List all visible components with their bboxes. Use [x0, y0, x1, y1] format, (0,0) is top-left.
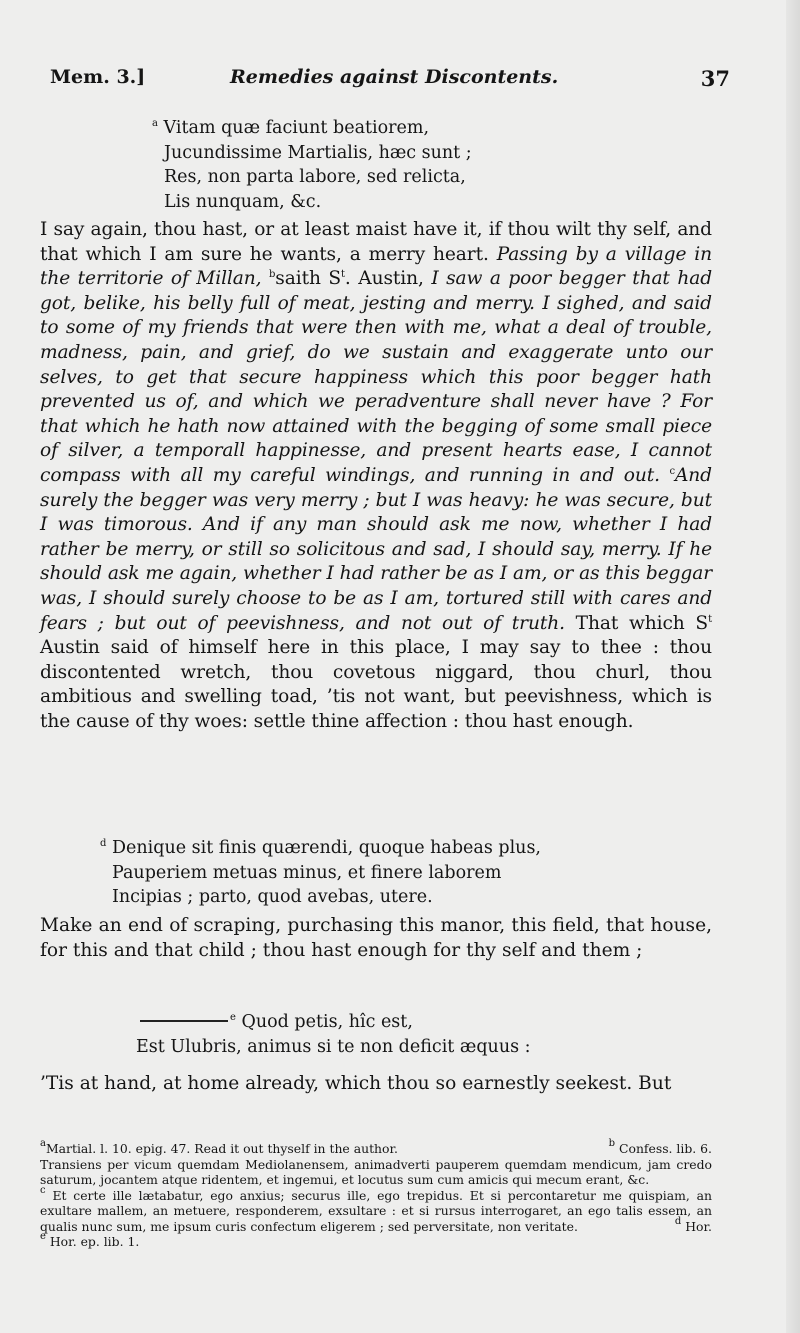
footnote-marker-e: e [230, 1012, 236, 1023]
verse-block-horace [100, 836, 541, 910]
verse-line: $^a$ Vitam quæ faciunt beatiorem, [152, 118, 430, 138]
verse-line: $^d$ Denique sit finis quærendi, quoque habeas plus, [100, 838, 541, 858]
verse-line: Pauperiem metuas minus, et finere laborem [112, 862, 502, 883]
running-header [50, 66, 730, 102]
footnote-marker-b: b [268, 269, 276, 281]
paragraph-text: I say again, thou hast, or at least maist have it, if thou wilt thy self, and that which I am sure he wants, a merry heart. [40, 219, 712, 265]
footnotes [40, 1138, 712, 1250]
verse-line: Incipias ; parto, quod avebas, utere. [112, 887, 433, 907]
footnote-e: $^e$ Hor. ep. lib. 1. [40, 1231, 140, 1249]
quotation-italic: I saw a poor begger that had got, belike, his belly full of meat, jesting and merry. I sighed, and said to some of my friends that were then with me, what a deal of trouble, madness, pain, and grief, do we sustain and exaggerate unto our selves, to get that secure happiness which this poor begger hath prevented us of, and which we peradventure shall never have ? For that which he hath now attained with the begging of some small piece of silver, a temporall happinesse, and present hearts ease, I cannot compass with all my careful windings, and running in and out. [40, 268, 712, 486]
verse-block-ulubris [136, 1010, 531, 1059]
quotation-italic: And surely the begger was very merry ; but I was heavy: he was secure, but I was timorous. And if any man should ask me now, whether I had rather be merry, or still so solicitous and sad, I should say, merry. If he should ask me again, whether I had rather be as I am, or as this beggar was, I should surely choose to be as I am, tortured still with cares and fears ; but out of peevishness, and not out of truth. [40, 464, 712, 634]
verse-line: Lis nunquam, &c. [164, 191, 322, 212]
paragraph-text: Austin said of himself here in this place, I may say to thee : thou discontented wretch, thou covetous niggard, thou churl, thou ambitious and swelling toad, ’tis not want, but peevishness, which is the cause of thy woes: settle thine affection : thou hast enough. [40, 637, 712, 732]
dash-rule [140, 1020, 228, 1022]
footnote-d: $^d$ Hor. [674, 1215, 712, 1234]
footnote-b-body: Transiens per vicum quemdam Mediolanensem, animadverti pauperem quemdam mendicum, jam credo saturum, jocantem atque ridentem, et ingemui, et locutus sum cum amicis qui mecum erant, &c. [40, 1156, 712, 1187]
paragraph-text-italic: Passing by a village in the territorie of Millan, [40, 243, 713, 290]
verse-line: $^e$ Quod petis, hîc est, [136, 1010, 531, 1035]
paragraph-scraping: Make an end of scraping, purchasing this manor, this field, that house, for this and that child ; thou hast enough for thy self and them ; [40, 915, 712, 961]
verse-line: Res, non parta labore, sed relicta, [164, 167, 466, 187]
paragraph-closing: ’Tis at hand, at home already, which thou so earnestly seekest. But [40, 1073, 672, 1094]
page-edge [786, 0, 800, 1333]
footnote-a: $^a$Martial. l. 10. epig. 47. Read it out thyself in the author. $^b$ Confess. lib. 6. [40, 1138, 712, 1156]
verse-line: Est Ulubris, animus si te non deficit æquus : [136, 1036, 531, 1057]
footnote-b: $^b$ Confess. lib. 6. [608, 1138, 712, 1156]
footnote-marker-c: c [669, 465, 675, 477]
footnote-c: $^c$ Et certe ille lætabatur, ego anxius; securus ille, ego trepidus. Et si percontaretur me quispiam, an exultare mallem, an metuere, responderem, exsultare : et si rursus interrogaret, an ego talis essem, an qualis nunc sum, me ipsum curis confectum eligerem ; sed perversitate, non veritate. $^d$ Hor. [40, 1184, 712, 1234]
main-paragraph: I say again, thou hast, or at least maist have it, if thou wilt thy self, and that which I am sure he wants, a merry heart. Passing by a village in the territorie of Millan, $^b$saith $S^t$. Austin, I saw a poor begger that had got, belike, his belly full of meat, jesting and merry. I sighed, and said to some of my friends that were then with me, what a deal of trouble, madness, pain, and grief, do we sustain and exaggerate unto our selves, to get that secure happiness which this poor begger hath prevented us of, and which we peradventure shall never have ? For that which he hath now attained with the begging of some small piece of silver, a temporall happinesse, and present hearts ease, I cannot compass with all my careful windings, and running in and out. $^c$And surely the begger was very merry ; but I was heavy: he was secure, but I was timorous. And if any man should ask me now, whether I had rather be merry, or still so solicitous and sad, I should say, merry. If he should ask me again, whether I had rather be as I am, or as this beggar was, I should surely choose to be as I am, tortured still with cares and fears ; but out of peevishness, and not out of truth. That which $S^t$ Austin said of himself here in this place, I may say to thee : thou discontented wretch, thou covetous niggard, thou churl, thou ambitious and swelling toad, ’tis not want, but peevishness, which is the cause of thy woes: settle thine affection : thou hast enough. [40, 219, 713, 732]
footnote-marker-a: a [152, 118, 158, 129]
section-label: Mem. 3.] [50, 66, 146, 88]
verse-line: Jucundissime Martialis, hæc sunt ; [164, 142, 472, 163]
verse-block-martial [152, 116, 472, 214]
page-number: 37 [700, 66, 730, 91]
footnote-marker-d: d [100, 838, 107, 849]
running-title: Remedies against Discontents. [230, 66, 559, 88]
